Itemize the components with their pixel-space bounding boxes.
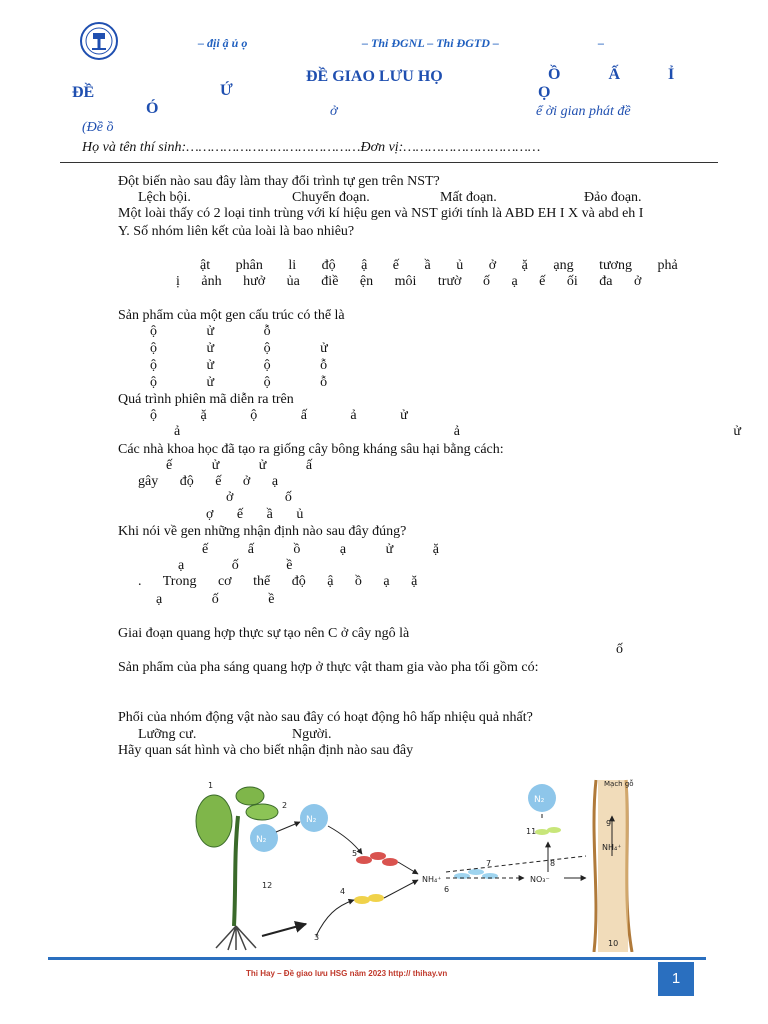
question-6: Các nhà khoa học đã tạo ra giống cây bông kháng sâu hại bằng cách: xyxy=(118,442,504,457)
bacteria-group-yellow xyxy=(354,894,384,904)
figure-label-8: 8 xyxy=(550,859,556,868)
exam-time-note: ể ời gian phát đề xyxy=(536,104,631,119)
footer-divider xyxy=(48,957,706,960)
q7-statement-4: ạ ố ề xyxy=(156,592,275,607)
candidate-name-row xyxy=(82,140,540,156)
no3-label: NO₃⁻ xyxy=(530,875,550,884)
nitrogen-cycle-diagram xyxy=(186,776,640,952)
header-tagline-1: – địi ậ ủ ọ xyxy=(198,36,248,50)
candidate-name-dots: …………………………………… xyxy=(186,140,361,155)
xylem-root xyxy=(598,780,628,952)
q1-option-a: Lệch bội. xyxy=(138,190,191,205)
exam-row2-mid: Ó xyxy=(146,100,159,117)
q1-option-b: Chuyển đoạn. xyxy=(292,190,370,205)
nitrogen-cycle-figure xyxy=(186,776,640,952)
question-9: Sản phẩm của pha sáng quang hợp ở thực vật tham gia vào pha tối gồm có: xyxy=(118,660,539,675)
figure-label-9: 9 xyxy=(606,819,612,828)
question-1: Đột biến nào sau đây làm thay đổi trình tự gen trên NST? xyxy=(118,174,440,189)
exam-code-left: ĐỀ xyxy=(72,84,95,101)
q6-option-d: ợ ế ầ ủ xyxy=(206,507,304,522)
header-tagline-2: – Thi ĐGNL – Thi ĐGTD – xyxy=(362,36,499,50)
exam-row2-right: ở xyxy=(330,104,338,119)
q1-option-d: Đảo đoạn. xyxy=(584,190,642,205)
q4-option-a: ộ ử ỗ xyxy=(150,324,271,339)
q4-option-c: ộ ử ộ ỗ xyxy=(150,358,328,373)
q7-statement-2: ạ ố ề xyxy=(178,558,293,573)
q7-statement-3: . Trong cơ thể độ ậ ồ ạ ặ xyxy=(138,574,418,589)
mach-go-label: Mạch gỗ xyxy=(604,780,634,788)
figure-label-2: 2 xyxy=(282,801,288,810)
exam-code-left-2: Ứ xyxy=(220,82,233,99)
figure-label-10: 10 xyxy=(608,939,619,948)
figure-label-1: 1 xyxy=(208,781,214,790)
candidate-name-label: Họ và tên thí sinh: xyxy=(82,140,187,155)
figure-label-11: 11 xyxy=(526,827,537,836)
n2-label-plant: N₂ xyxy=(256,835,267,845)
header-divider xyxy=(60,162,718,163)
bacteria-group-red xyxy=(356,852,398,866)
q5-options-row-1: ộ ặ ộ ấ ả ử xyxy=(150,408,408,423)
header-tagline-3: – xyxy=(598,36,604,50)
logo-emblem-icon xyxy=(82,24,116,58)
exam-title-tail: Ồ Ấ Ỉ xyxy=(548,66,697,83)
q7-statement-1: ế ấ ồ ạ ử ặ xyxy=(202,542,439,557)
q4-option-b: ộ ử ộ ử xyxy=(150,341,328,356)
figure-label-6: 6 xyxy=(444,885,450,894)
q6-option-c: ở ố xyxy=(226,490,292,505)
exam-title: ĐỀ GIAO LƯU HỌ xyxy=(306,68,443,85)
unit-label: Đơn vị: xyxy=(360,140,404,155)
q4-option-d: ộ ử ộ ỗ xyxy=(150,375,328,390)
question-2-line-1: Một loài thấy có 2 loại tinh trùng với kí hiệu gen và NST giới tính là ABD EH I X và abd eh I xyxy=(118,206,644,221)
n2-label-air: N₂ xyxy=(306,815,317,825)
footer-text: Thi Hay – Đề giao lưu HSG năm 2023 http:// thihay.vn xyxy=(246,969,448,978)
figure-label-4: 4 xyxy=(340,887,346,896)
question-2-line-2: Y. Số nhóm liên kết của loài là bao nhiêu? xyxy=(118,224,355,239)
nh4-label-root: NH₄⁺ xyxy=(602,843,622,852)
q1-option-c: Mất đoạn. xyxy=(440,190,497,205)
figure-label-5: 5 xyxy=(352,849,358,858)
figure-label-3: 3 xyxy=(314,933,320,942)
unit-dots: …………………………… xyxy=(403,140,541,155)
school-logo xyxy=(80,22,118,60)
q10-option-b: Người. xyxy=(292,727,332,742)
n2-label-released: N₂ xyxy=(534,795,545,805)
q10-option-a: Lưỡng cư. xyxy=(138,727,197,742)
question-5: Quá trình phiên mã diễn ra trên xyxy=(118,392,294,407)
question-7: Khi nói về gen những nhận định nào sau đây đúng? xyxy=(118,524,407,539)
figure-label-12: 12 xyxy=(262,881,273,890)
exam-row2-o: Ọ xyxy=(538,84,551,101)
nh4-label: NH₄⁺ xyxy=(422,875,442,884)
q5-options-row-2: ả ả ử xyxy=(174,424,742,439)
question-10: Phổi của nhóm động vật nào sau đây có hoạt động hô hấp nhiệu quả nhất? xyxy=(118,710,533,725)
question-11: Hãy quan sát hình và cho biết nhận định nào sau đây xyxy=(118,743,414,758)
q6-option-b: gây độ ế ở ạ xyxy=(138,474,279,489)
q6-option-a: ế ử ử ấ xyxy=(166,458,313,473)
bacteria-group-green xyxy=(535,827,561,835)
page-number: 1 xyxy=(658,962,694,996)
question-3-line-1: ật phân li độ ậ ế ầ ủ ở ặ ạng tương phả xyxy=(200,258,678,273)
figure-label-7: 7 xyxy=(486,859,492,868)
question-8: Giai đoạn quang hợp thực sự tạo nên C ở cây ngô là xyxy=(118,626,410,641)
q8-option-tail: ố xyxy=(616,642,623,657)
question-3-line-2: ị ảnh hưở ủa điề ện môi trườ ố ạ ế ối đa ở xyxy=(176,274,642,289)
exam-note: (Đề ồ xyxy=(82,120,114,135)
question-4: Sản phẩm của một gen cấu trúc có thể là xyxy=(118,308,345,323)
